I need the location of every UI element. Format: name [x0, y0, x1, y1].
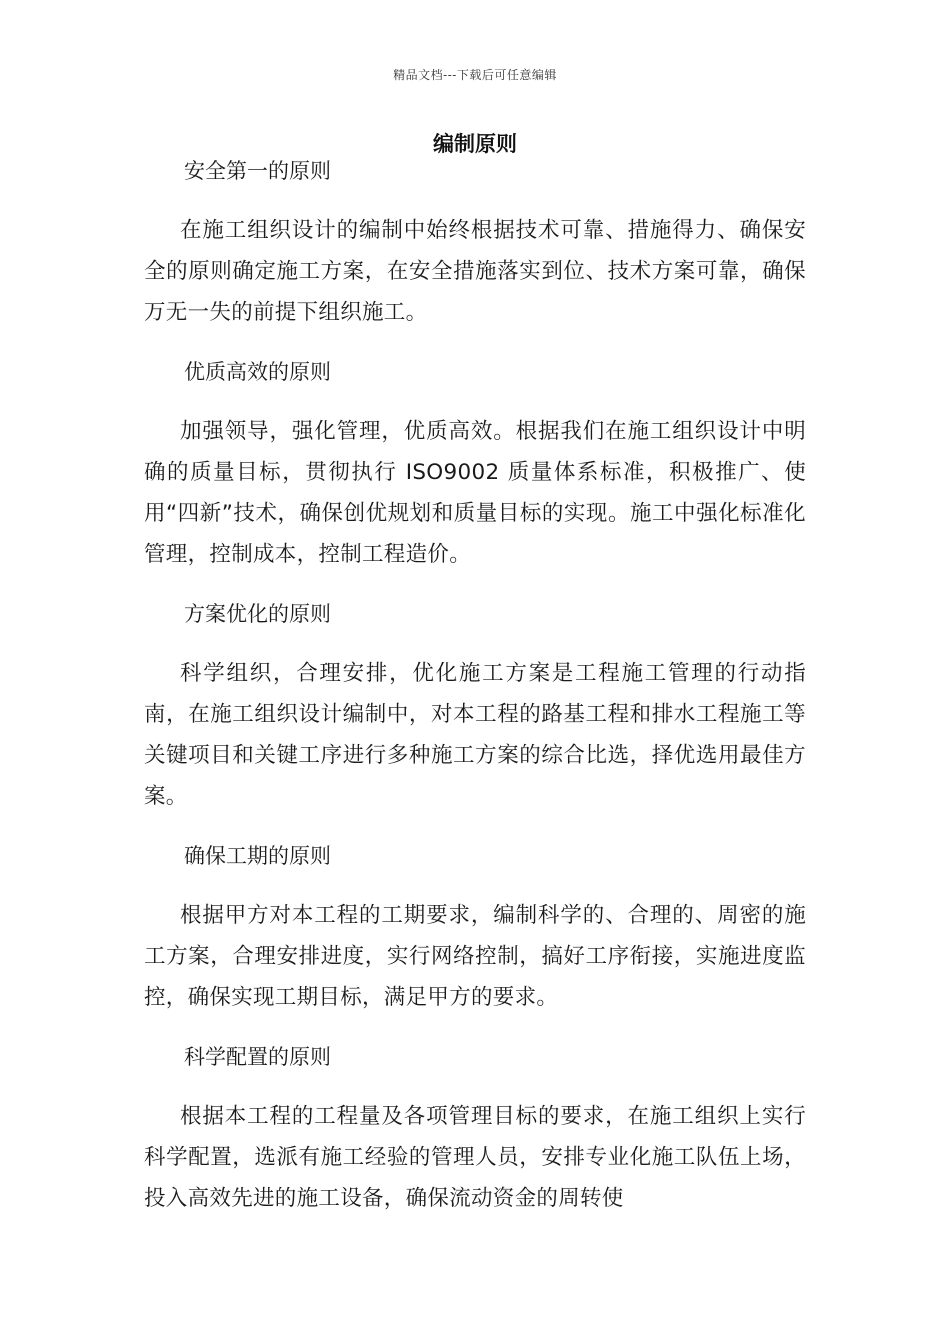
section-heading-schedule: 确保工期的原则: [184, 844, 331, 868]
section-heading-quality: 优质高效的原则: [184, 360, 331, 384]
section-heading-safety: 安全第一的原则: [184, 159, 331, 183]
section-heading-optimization: 方案优化的原则: [184, 602, 331, 626]
document-title: 编制原则: [433, 132, 517, 156]
section-paragraph-optimization: 科学组织，合理安排，优化施工方案是工程施工管理的行动指南，在施工组织设计编制中，对本工程的路基工程和排水工程施工等关键项目和关键工序进行多种施工方案的综合比选，择优选用最佳方案。: [144, 661, 806, 809]
section-paragraph-allocation: 根据本工程的工程量及各项管理目标的要求，在施工组织上实行科学配置，选派有施工经验的管理人员，安排专业化施工队伍上场，投入高效先进的施工设备，确保流动资金的周转使: [144, 1104, 806, 1211]
section-paragraph-safety: 在施工组织设计的编制中始终根据技术可靠、措施得力、确保安全的原则确定施工方案，在安全措施落实到位、技术方案可靠，确保万无一失的前提下组织施工。: [144, 218, 806, 325]
section-heading-allocation: 科学配置的原则: [184, 1045, 331, 1069]
section-paragraph-quality: 加强领导，强化管理，优质高效。根据我们在施工组织设计中明确的质量目标，贯彻执行 ISO9002 质量体系标准，积极推广、使用“四新”技术，确保创优规划和质量目标的实现。施工中强化标准化管理，控制成本，控制工程造价。: [144, 419, 806, 567]
section-paragraph-schedule: 根据甲方对本工程的工期要求，编制科学的、合理的、周密的施工方案，合理安排进度，实行网络控制，搞好工序衔接，实施进度监控，确保实现工期目标，满足甲方的要求。: [144, 903, 806, 1010]
header-note: 精品文档---下载后可任意编辑: [393, 68, 557, 82]
document-body: [144, 152, 806, 1219]
